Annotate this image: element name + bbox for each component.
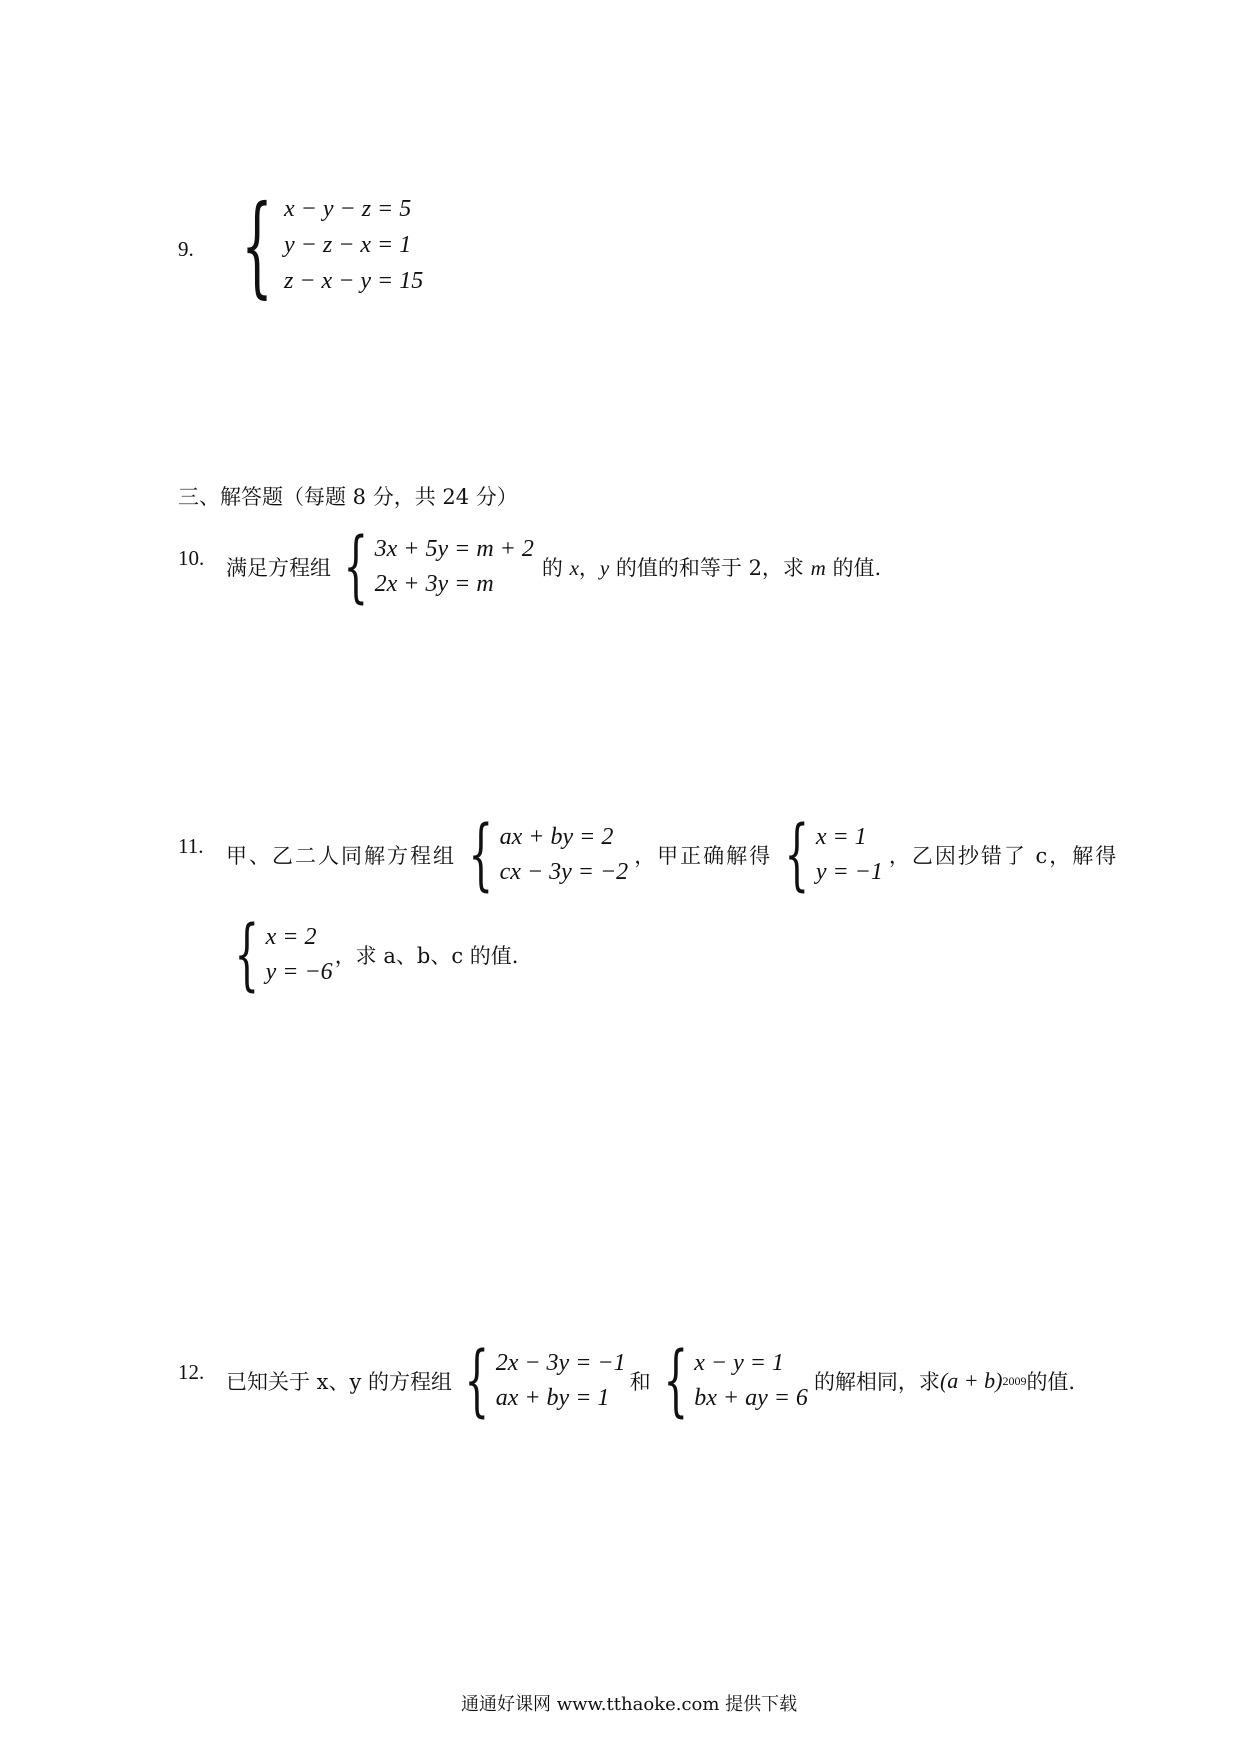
q11-text-before: 甲、乙二人同解方程组	[226, 844, 456, 868]
q12-sys2-eq-1: x − y = 1	[694, 1350, 784, 1376]
brace-icon: {	[234, 910, 260, 1000]
brace-icon: {	[468, 810, 494, 900]
q12-text-before: 已知关于 x、y 的方程组	[226, 1370, 453, 1394]
q9-eq-3: z − x − y = 15	[284, 267, 424, 294]
q10-var-m: m	[810, 556, 826, 580]
page-footer: 通通好课网 www.tthaoke.com 提供下载	[461, 1694, 798, 1715]
q9-eq-1: x − y − z = 5	[284, 195, 412, 222]
q11-sys1-eq-2: cx − 3y = −2	[499, 859, 629, 885]
q12-sys2-eq-2: bx + ay = 6	[694, 1385, 808, 1411]
q10-eq-2: 2x + 3y = m	[374, 571, 494, 597]
q12-sys1-eq-2: ax + by = 1	[495, 1385, 610, 1411]
q10-text-after-2: 的值的和等于 2，求	[609, 556, 811, 580]
q11-system-2	[772, 810, 883, 900]
q11-sys3-eq-2: y = −6	[265, 959, 333, 985]
q10-text-before: 满足方程组	[226, 556, 331, 580]
q11-text-mid-1: ，甲正确解得	[634, 844, 773, 868]
q10-var-x: x	[569, 556, 579, 580]
brace-icon: {	[784, 810, 810, 900]
q12-line	[226, 1336, 1076, 1426]
q12-text-and: 和	[629, 1370, 651, 1394]
q12-sys1-eq-1: 2x − 3y = −1	[495, 1350, 626, 1376]
q11-number: 11.	[178, 834, 204, 858]
q12-text-mid: 的解相同，求	[813, 1370, 940, 1394]
q12-text-end: 的值.	[1026, 1370, 1076, 1394]
brace-icon: {	[241, 181, 273, 309]
q10-text-after-1: 的	[541, 556, 570, 580]
q11-text-end: ，求 a、b、c 的值.	[334, 944, 519, 968]
q10-line	[226, 522, 882, 612]
q11-sys2-eq-2: y = −1	[815, 859, 883, 885]
q11-sys2-eq-1: x = 1	[815, 824, 867, 850]
q9-eq-2: y − z − x = 1	[284, 231, 412, 258]
section-3-heading: 三、解答题（每题 8 分，共 24 分）	[178, 485, 518, 509]
q12-exponent: 2009	[1002, 1373, 1027, 1388]
q11-text-mid-2: ，乙因抄错了 c，解得	[888, 844, 1119, 868]
q12-system-2	[651, 1336, 808, 1426]
q10-number: 10.	[178, 546, 205, 570]
brace-icon: {	[343, 522, 369, 612]
q11-line	[226, 810, 1119, 900]
q12-system-1	[452, 1336, 626, 1426]
q10-equation-system	[331, 522, 534, 612]
q11-sys3-eq-1: x = 2	[265, 924, 317, 950]
q10-eq-1: 3x + 5y = m + 2	[374, 536, 534, 562]
q11-system-1	[456, 810, 629, 900]
q10-text-after-3: 的值.	[825, 556, 882, 580]
brace-icon: {	[464, 1336, 490, 1426]
q9-equation-system	[222, 181, 424, 309]
q10-comma: ，	[578, 556, 600, 580]
q12-number: 12.	[178, 1360, 205, 1384]
q11-sys1-eq-1: ax + by = 2	[499, 824, 614, 850]
q9-number: 9.	[178, 237, 194, 261]
q10-var-y: y	[599, 556, 610, 580]
q11-line-2	[222, 910, 519, 1000]
brace-icon: {	[663, 1336, 688, 1426]
q12-expression: (a + b)	[939, 1368, 1003, 1393]
q11-system-3	[222, 910, 333, 1000]
